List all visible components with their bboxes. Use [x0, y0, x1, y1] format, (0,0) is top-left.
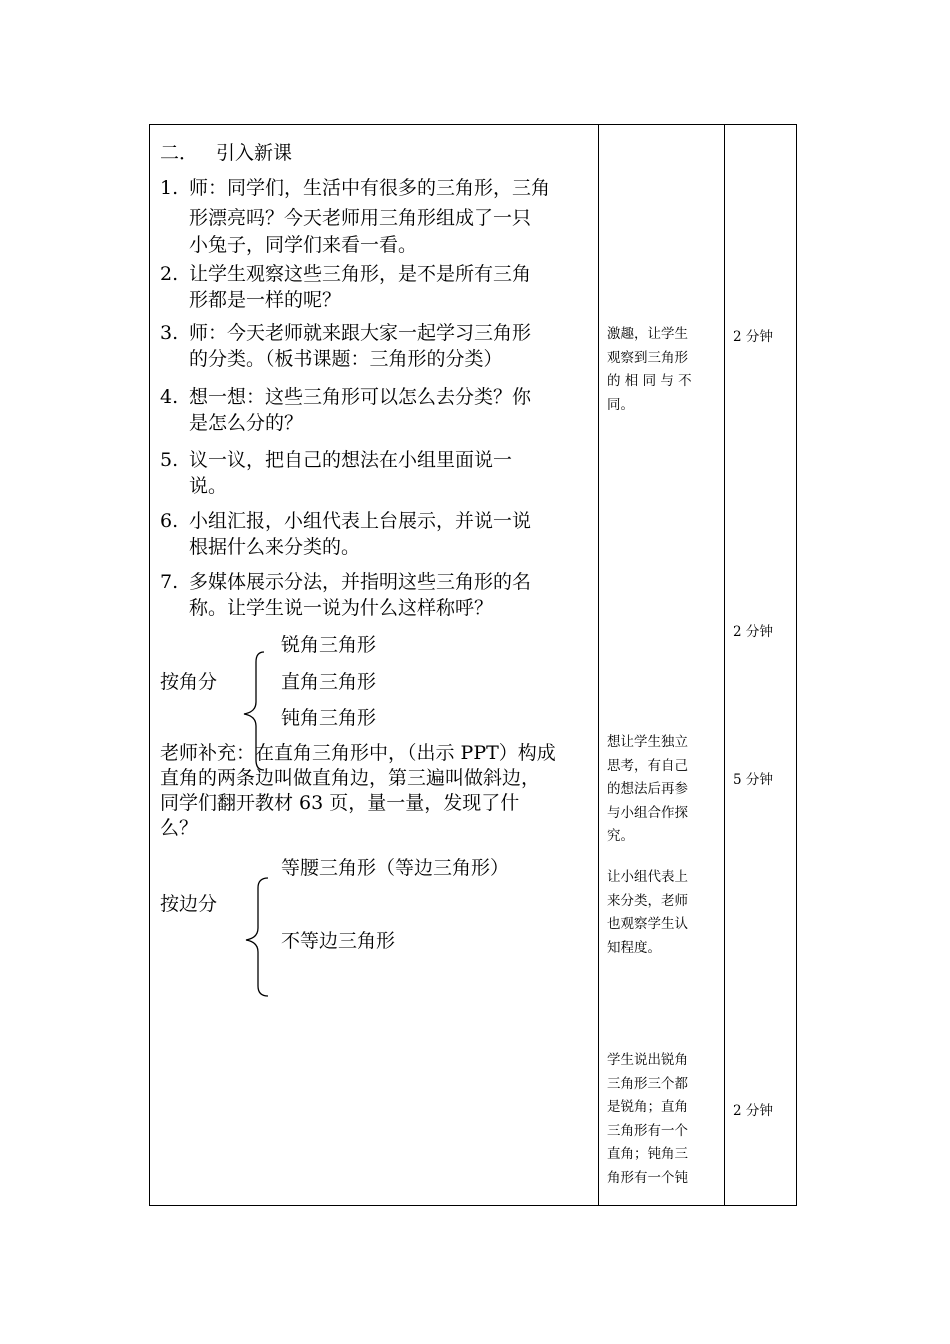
- item-text: 称。让学生说一说为什么这样称呼？: [189, 597, 494, 619]
- time-allocation: 2 分钟: [733, 329, 773, 345]
- angle-option-right: 直角三角形: [281, 671, 377, 693]
- note-block: [607, 731, 719, 849]
- time-allocation: 2 分钟: [733, 1103, 773, 1119]
- supplement-line: 老师补充：在直角三角形中，（出示 PPT）构成: [160, 742, 556, 764]
- item-text: 让学生观察这些三角形，是不是所有三角: [189, 263, 532, 285]
- supplement-line: 同学们翻开教材 63 页，量一量，发现了什: [160, 792, 520, 814]
- side-classification-label: 按边分: [160, 893, 218, 915]
- note-line: 观察到三角形: [607, 349, 688, 366]
- note-line: 三角形有一个: [607, 1122, 688, 1139]
- note-line: 同。: [607, 396, 634, 413]
- note-line: 三角形三个都: [607, 1075, 688, 1092]
- time-allocation: 2 分钟: [733, 624, 773, 640]
- section-title: 引入新课: [216, 142, 293, 164]
- note-line: 让小组代表上: [607, 869, 688, 885]
- item-number: 2.: [160, 263, 179, 285]
- note-line: 知程度。: [607, 939, 661, 956]
- column-divider: [724, 125, 725, 1205]
- side-brace: [238, 876, 270, 1000]
- note-line: 的 相 同 与 不: [607, 373, 692, 389]
- note-line: 想让学生独立: [607, 734, 688, 750]
- angle-classification-label: 按角分: [160, 671, 218, 693]
- item-number: 4.: [160, 386, 179, 408]
- item-text: 想一想：这些三角形可以怎么去分类？你: [189, 386, 532, 408]
- item-text: 议一议，把自己的想法在小组里面说一: [189, 449, 513, 471]
- note-line: 与小组合作探: [607, 804, 688, 821]
- item-text: 形都是一样的呢？: [189, 289, 342, 311]
- item-text: 根据什么来分类的。: [189, 536, 361, 558]
- item-number: 5.: [160, 449, 179, 471]
- side-option-isosceles: 等腰三角形（等边三角形）: [281, 857, 510, 879]
- section-number: 二．: [160, 142, 199, 164]
- item-text: 小兔子，同学们来看一看。: [189, 234, 418, 256]
- item-number: 1.: [160, 177, 179, 199]
- item-text: 说。: [189, 475, 228, 497]
- note-block: [607, 323, 719, 417]
- item-text: 形漂亮吗？今天老师用三角形组成了一只: [189, 207, 532, 229]
- column-divider: [598, 125, 599, 1205]
- item-text: 多媒体展示分法，并指明这些三角形的名: [189, 571, 532, 593]
- item-text: 师：同学们，生活中有很多的三角形，三角: [189, 177, 551, 199]
- supplement-line: 直角的两条边叫做直角边，第三遍叫做斜边，: [160, 767, 541, 789]
- note-line: 学生说出锐角: [607, 1052, 688, 1068]
- teacher-supplement: [160, 741, 556, 841]
- note-block: [607, 1049, 719, 1190]
- note-line: 是锐角；直角: [607, 1099, 688, 1115]
- item-text: 小组汇报，小组代表上台展示，并说一说: [189, 510, 532, 532]
- item-text: 师：今天老师就来跟大家一起学习三角形: [189, 322, 532, 344]
- note-line: 的想法后再参: [607, 781, 688, 797]
- note-block: [607, 866, 719, 960]
- note-line: 思考，有自己: [607, 757, 688, 774]
- time-allocation: 5 分钟: [733, 772, 773, 788]
- item-number: 6.: [160, 510, 179, 532]
- note-line: 激趣，让学生: [607, 326, 688, 342]
- angle-option-obtuse: 钝角三角形: [281, 707, 377, 729]
- side-option-scalene: 不等边三角形: [281, 930, 396, 952]
- item-text: 的分类。（板书课题：三角形的分类）: [189, 348, 503, 370]
- note-line: 来分类，老师: [607, 892, 688, 909]
- supplement-line: 么？: [160, 817, 199, 839]
- note-line: 究。: [607, 828, 634, 844]
- item-number: 3.: [160, 322, 179, 344]
- item-text: 是怎么分的？: [189, 412, 304, 434]
- note-line: 角形有一个钝: [607, 1169, 688, 1186]
- note-line: 直角；钝角三: [607, 1146, 688, 1162]
- note-line: 也观察学生认: [607, 916, 688, 932]
- angle-option-acute: 锐角三角形: [281, 634, 377, 656]
- item-number: 7.: [160, 571, 179, 593]
